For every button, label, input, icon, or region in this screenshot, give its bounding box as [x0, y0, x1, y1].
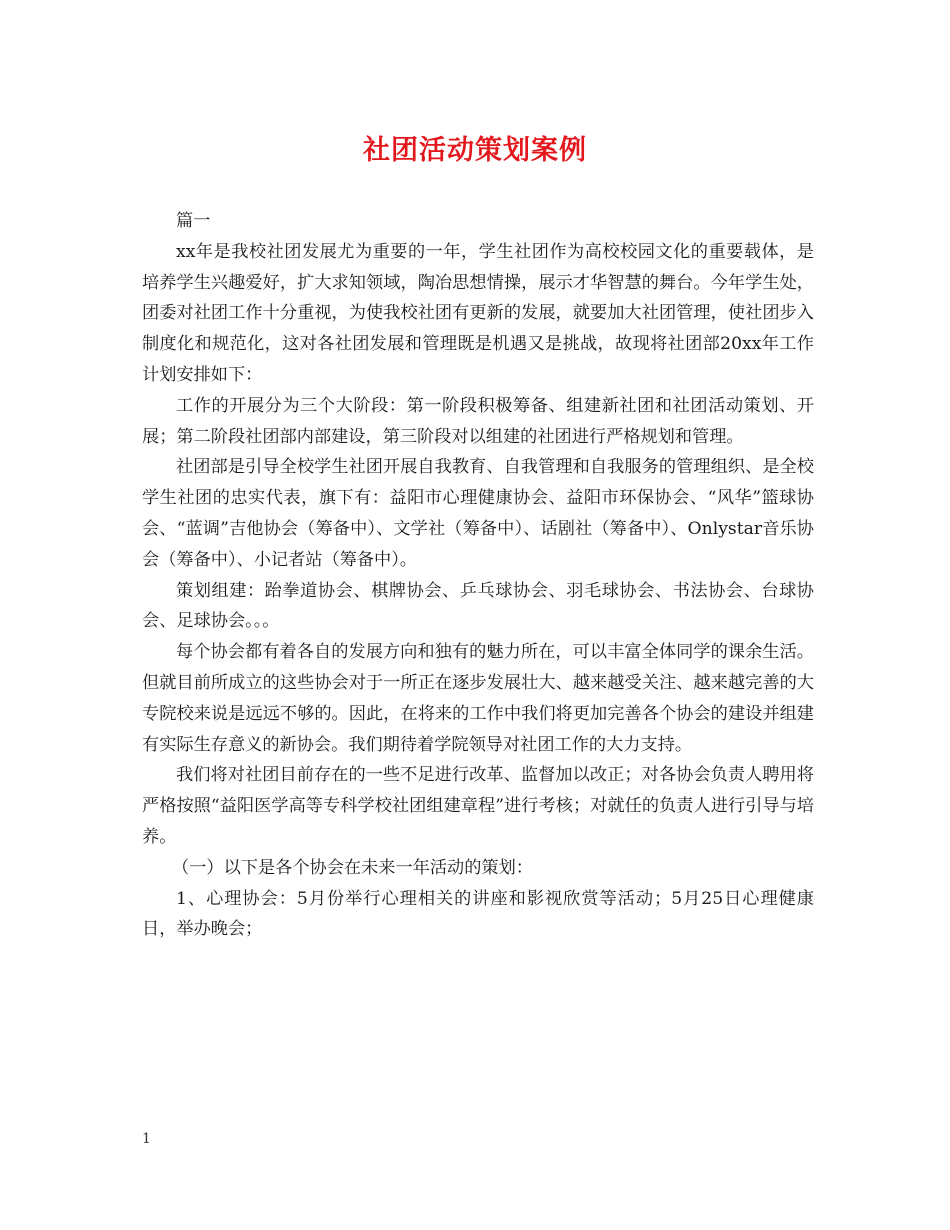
- paragraph-planned-clubs: 策划组建：跆拳道协会、棋牌协会、乒乓球协会、羽毛球协会、书法协会、台球协会、足球协会。。。: [142, 580, 814, 632]
- paragraph-psychology-club: 1、心理协会：5月份举行心理相关的讲座和影视欣赏等活动；5月25日心理健康日，举办晚会；: [142, 888, 814, 940]
- paragraph-plan-heading: （一）以下是各个协会在未来一年活动的策划：: [172, 857, 533, 878]
- section-heading: 篇一: [176, 211, 211, 231]
- paragraph-department: 社团部是引导全校学生社团开展自我教育、自我管理和自我服务的管理组织、是全校学生社团的忠实代表，旗下有：益阳市心理健康协会、益阳市环保协会、“风华”篮球协会、“蓝调”吉他协会（筹备中）、文学社（筹备中）、话剧社（筹备中）、Onlystar音乐协会（筹备中）、小记者站（筹备中）。: [142, 457, 814, 570]
- paragraph-intro: xx年是我校社团发展尤为重要的一年，学生社团作为高校校园文化的重要载体，是培养学生兴趣爱好，扩大求知领域，陶冶思想情操，展示才华智慧的舞台。今年学生处，团委对社团工作十分重视，为使我校社团有更新的发展，就要加大社团管理，使社团步入制度化和规范化，这对各社团发展和管理既是机遇又是挑战，故现将社团部20xx年工作计划安排如下：: [142, 241, 814, 385]
- page-number: 1: [142, 1131, 151, 1147]
- paragraph-development: 每个协会都有着各自的发展方向和独有的魅力所在，可以丰富全体同学的课余生活。但就目前所成立的这些协会对于一所正在逐步发展壮大、越来越受关注、越来越完善的大专院校来说是远远不够的。因此，在将来的工作中我们将更加完善各个协会的建设并组建有实际生存意义的新协会。我们期待着学院领导对社团工作的大力支持。: [142, 642, 814, 755]
- paragraph-reform: 我们将对社团目前存在的一些不足进行改革、监督加以改正；对各协会负责人聘用将严格按照“益阳医学高等专科学校社团组建章程”进行考核；对就任的负责人进行引导与培养。: [142, 765, 814, 847]
- document-body: [142, 206, 814, 945]
- paragraph-stages: 工作的开展分为三个大阶段：第一阶段积极筹备、组建新社团和社团活动策划、开展；第二阶段社团部内部建设，第三阶段对以组建的社团进行严格规划和管理。: [142, 395, 814, 447]
- document-title: 社团活动策划案例: [363, 135, 587, 166]
